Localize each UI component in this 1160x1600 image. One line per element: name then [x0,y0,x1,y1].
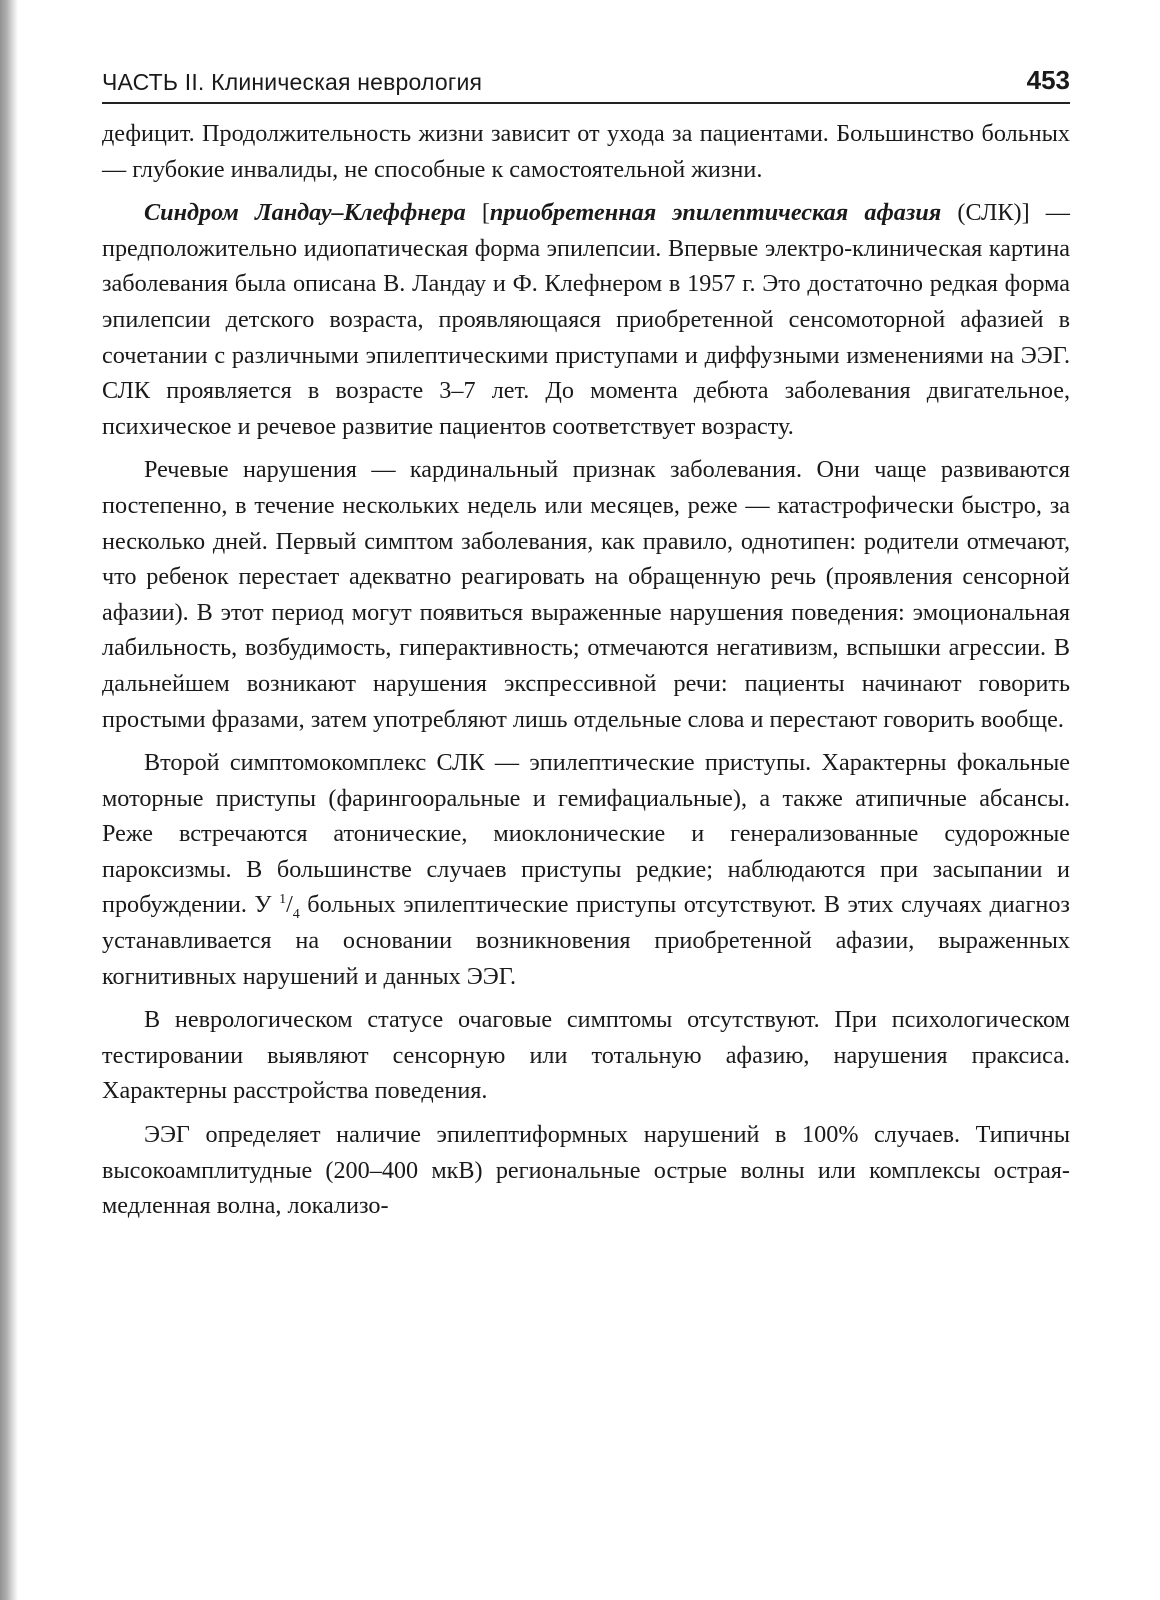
paragraph-neurological-status: В неврологическом статусе очаговые симптомы отсутствуют. При психологическом тестировании выявляют сенсорную или тотальную афазию, нарушения праксиса. Характерны расстройства поведения. [102,1006,1070,1105]
paragraph-continuation: дефицит. Продолжительность жизни зависит от ухода за пациентами. Большинство больных — глубокие инвалиды, не способные к самостоятельной жизни. [102,120,1070,183]
running-head [102,56,1070,104]
syndrome-synonym: приобретенная эпилептическая афазия [489,199,942,227]
paragraph-landau-kleffner [102,195,1070,444]
paragraph-eeg: ЭЭГ определяет наличие эпилептиформных нарушений в 100% случаев. Типичны высокоамплитудные (200–400 мкВ) региональные острые волны или комплексы острая-медленная волна, локализо- [102,1121,1070,1220]
fraction-numerator: 1 [279,892,287,908]
paragraph-text: больных эпилептические приступы отсутствуют. В этих случаях диагноз устанавливается на основании возникновения приобретенной афазии, выраженных когнитивных нарушений и данных ЭЭГ. [102,891,1070,990]
paragraph-seizures [102,745,1070,994]
paragraph-text: (СЛК)] — предположительно идиопатическая форма эпилепсии. Впервые электро-клиническая картина заболевания была описана В. Ландау и Ф. Клефнером в 1957 г. Это достаточно редкая форма эпилепсии детского возраста, проявляющаяся приобретенной сенсомоторной афазией в сочетании с различными эпилептическими приступами и диффузными изменениями на ЭЭГ. СЛК проявляется в возрасте 3–7 лет. До момента дебюта заболевания двигательное, психическое и речевое развитие пациентов соответствует возрасту. [102,199,1070,440]
paragraph-text: Второй симптомокомплекс СЛК — эпилептические приступы. Характерны фокальные моторные приступы (фарингооральные и гемифациальные), а также атипичные абсансы. Реже встречаются атонические, миоклонические и генерализованные судорожные пароксизмы. В большинстве случаев приступы редкие; наблюдаются при засыпании и пробуждении. У [102,749,1070,919]
running-title: ЧАСТЬ II. Клиническая неврология [102,69,483,95]
paragraph-speech-disorders: Речевые нарушения — кардинальный признак заболевания. Они чаще развиваются постепенно, в течение нескольких недель или месяцев, реже — катастрофически быстро, за несколько дней. Первый симптом заболевания, как правило, однотипен: родители отмечают, что ребенок перестает адекватно реагировать на обращенную речь (проявления сенсорной афазии). В этот период могут появиться выраженные нарушения поведения: эмоциональная лабильность, возбудимость, гиперактивность; отмечаются негативизм, вспышки агрессии. В дальнейшем возникают нарушения экспрессивной речи: пациенты начинают говорить простыми фразами, затем употребляют лишь отдельные слова и перестают говорить вообще. [102,456,1070,733]
syndrome-term: Синдром Ландау–Клеффнера [144,199,466,227]
binding-edge [0,0,18,1600]
fraction: $^1/_4$ [279,891,300,923]
body-text [102,116,1070,1224]
term-bracket: [ [465,199,490,227]
fraction-denominator: 4 [292,907,300,923]
book-page [102,56,1070,1224]
page-number: 453 [1026,65,1070,95]
